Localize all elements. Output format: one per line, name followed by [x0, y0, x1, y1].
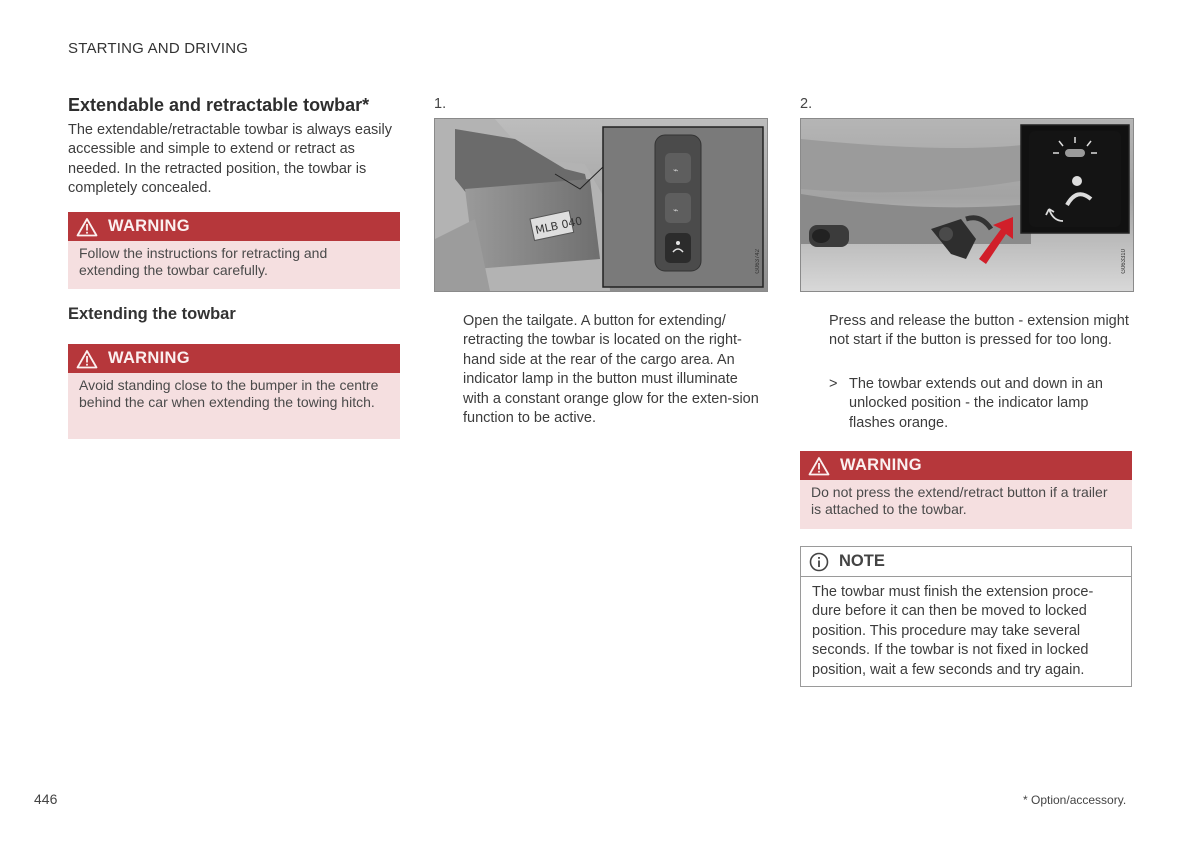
- figure-cargo-area-button: [434, 118, 768, 292]
- result-text: The towbar extends out and down in an unlocked position - the indicator lamp flashes orange.: [849, 376, 1103, 431]
- warning-box-2: [68, 344, 400, 439]
- result-marker: >: [829, 376, 838, 392]
- figure-code: G063742: [755, 249, 761, 274]
- figure-code: G063310: [1121, 249, 1127, 274]
- towbar-illustration: [801, 119, 1133, 291]
- warning-label: WARNING: [108, 217, 190, 235]
- warning-text: Do not press the extend/retract button if a trailer is attached to the towbar.: [811, 484, 1108, 517]
- warning-header: [68, 212, 400, 241]
- svg-text:⌁: ⌁: [673, 206, 679, 216]
- info-circle-icon: [809, 552, 829, 572]
- note-header: [801, 547, 1131, 577]
- note-text: The towbar must finish the extension proce-dure before it can then be moved to locked position. This procedure may take several seconds. If the towbar is not fixed in locked position, wait a few seconds and try again.: [812, 584, 1094, 678]
- footnote: * Option/accessory.: [1023, 793, 1127, 807]
- step-1-text: Open the tailgate. A button for extending/ retracting the towbar is located on the right-hand side at the rear of the cargo area. An indicator lamp in the button must illuminate with a constant orange glow for the exten-sion function to be active.: [463, 313, 759, 427]
- warning-label: WARNING: [840, 456, 922, 474]
- page-number: 446: [34, 791, 58, 807]
- step-2-result: [829, 375, 1129, 433]
- step-number-2: 2.: [800, 96, 813, 112]
- note-box: [800, 546, 1132, 687]
- warning-triangle-icon: [76, 217, 98, 237]
- warning-box-1: [68, 212, 400, 289]
- warning-label: WARNING: [108, 349, 190, 367]
- intro-paragraph: The extendable/retractable towbar is always easily accessible and simple to extend or retract as needed. In the retracted position, the towbar is completely concealed.: [68, 122, 392, 197]
- warning-header: [68, 344, 400, 373]
- step-2-text: Press and release the button - extension might not start if the button is pressed for too long.: [829, 313, 1129, 349]
- svg-text:⌁: ⌁: [673, 166, 679, 176]
- warning-header: [800, 451, 1132, 480]
- section-header: STARTING AND DRIVING: [68, 40, 249, 57]
- svg-text:MLB 040: MLB 040: [534, 214, 584, 237]
- step-number-1: 1.: [434, 96, 447, 112]
- warning-box-3: [800, 451, 1132, 529]
- warning-text: Avoid standing close to the bumper in the centre behind the car when extending the towing hitch.: [79, 377, 379, 410]
- warning-text: Follow the instructions for retracting and extending the towbar carefully.: [79, 245, 328, 278]
- towbar-button: [665, 233, 691, 263]
- warning-triangle-icon: [76, 349, 98, 369]
- cargo-area-illustration: [435, 119, 767, 291]
- warning-triangle-icon: [808, 456, 830, 476]
- page-title: Extendable and retractable towbar*: [68, 95, 370, 115]
- figure-towbar-extending: [800, 118, 1134, 292]
- subsection-title: Extending the towbar: [68, 305, 236, 323]
- note-label: NOTE: [839, 552, 885, 570]
